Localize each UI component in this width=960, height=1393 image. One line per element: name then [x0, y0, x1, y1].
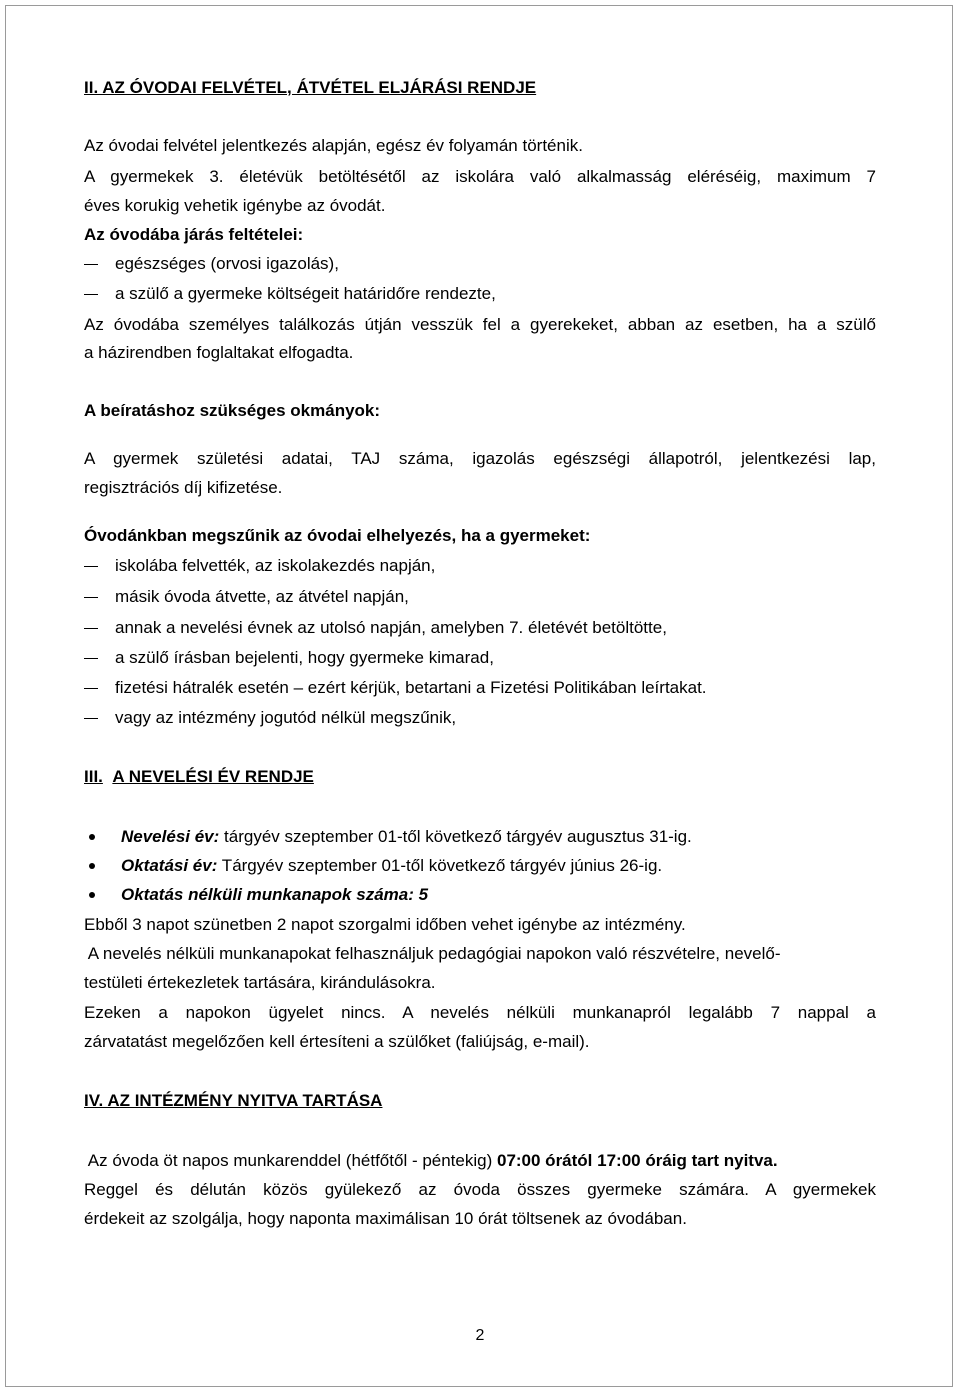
school-year-paragraph-3-line-1: Ezeken a napokon ügyelet nincs. A nevelés nélküli munkanapról legalább 7 nappal a	[84, 1003, 876, 1022]
conditions-heading: Az óvodába járás feltételei:	[84, 225, 304, 244]
section-3-title: III. A NEVELÉSI ÉV RENDJE	[84, 767, 314, 786]
school-year-paragraph-2-line-2: testületi értekezletek tartására, kirándulásokra.	[84, 973, 436, 992]
dash-bullet-icon	[84, 566, 98, 567]
school-year-paragraph-1: Ebből 3 napot szünetben 2 napot szorgalmi időben vehet igénybe az intézmény.	[84, 915, 686, 934]
documents-line-1: A gyermek születési adatai, TAJ száma, igazolás egészségi állapotról, jelentkezési lap,	[84, 449, 876, 468]
school-year-paragraph-2-line-1: A nevelés nélküli munkanapokat felhasználjuk pedagógiai napokon való részvételre, nevelő-	[84, 944, 781, 963]
termination-heading: Óvodánkban megszűnik az óvodai elhelyezés, ha a gyermeket:	[84, 526, 591, 545]
dash-bullet-icon	[84, 718, 98, 719]
opening-paragraph-2-line-2: érdekeit az szolgálja, hogy naponta maximálisan 10 órát töltsenek az óvodában.	[84, 1209, 687, 1228]
dash-bullet-icon	[84, 264, 98, 265]
section-4-title: IV. AZ INTÉZMÉNY NYITVA TARTÁSA	[84, 1091, 383, 1110]
bullet-icon	[89, 834, 95, 840]
dash-bullet-icon	[84, 628, 98, 629]
intake-paragraph-2-line-1: A gyermekek 3. életévük betöltésétől az iskolára való alkalmasság eléréséig, maximum 7	[84, 167, 876, 186]
opening-paragraph-1: Az óvoda öt napos munkarenddel (hétfőtől - péntekig) 07:00 órától 17:00 óráig tart nyitva.	[84, 1151, 778, 1170]
school-year-paragraph-3-line-2: zárvatatást megelőzően kell értesíteni a szülőket (faliújság, e-mail).	[84, 1032, 590, 1051]
opening-paragraph-2-line-1: Reggel és délután közös gyülekező az óvoda összes gyermeke számára. A gyermekek	[84, 1180, 876, 1199]
intake-paragraph-3-line-2: a házirendben foglaltakat elfogadta.	[84, 343, 354, 362]
intake-paragraph-3-line-1: Az óvodába személyes találkozás útján vesszük fel a gyerekeket, abban az esetben, ha a szülő	[84, 315, 876, 334]
dash-bullet-icon	[84, 597, 98, 598]
documents-heading: A beíratáshoz szükséges okmányok:	[84, 401, 381, 420]
documents-line-2: regisztrációs díj kifizetése.	[84, 478, 283, 497]
dash-bullet-icon	[84, 658, 98, 659]
intake-paragraph-2-line-2: éves korukig vehetik igénybe az óvodát.	[84, 196, 386, 215]
dash-bullet-icon	[84, 294, 98, 295]
intake-paragraph-1: Az óvodai felvétel jelentkezés alapján, egész év folyamán történik.	[84, 136, 583, 155]
dash-bullet-icon	[84, 688, 98, 689]
bullet-icon	[89, 863, 95, 869]
bullet-icon	[89, 892, 95, 898]
page-number: 2	[475, 1327, 485, 1344]
section-2-title: II. AZ ÓVODAI FELVÉTEL, ÁTVÉTEL ELJÁRÁSI RENDJE	[84, 78, 537, 97]
